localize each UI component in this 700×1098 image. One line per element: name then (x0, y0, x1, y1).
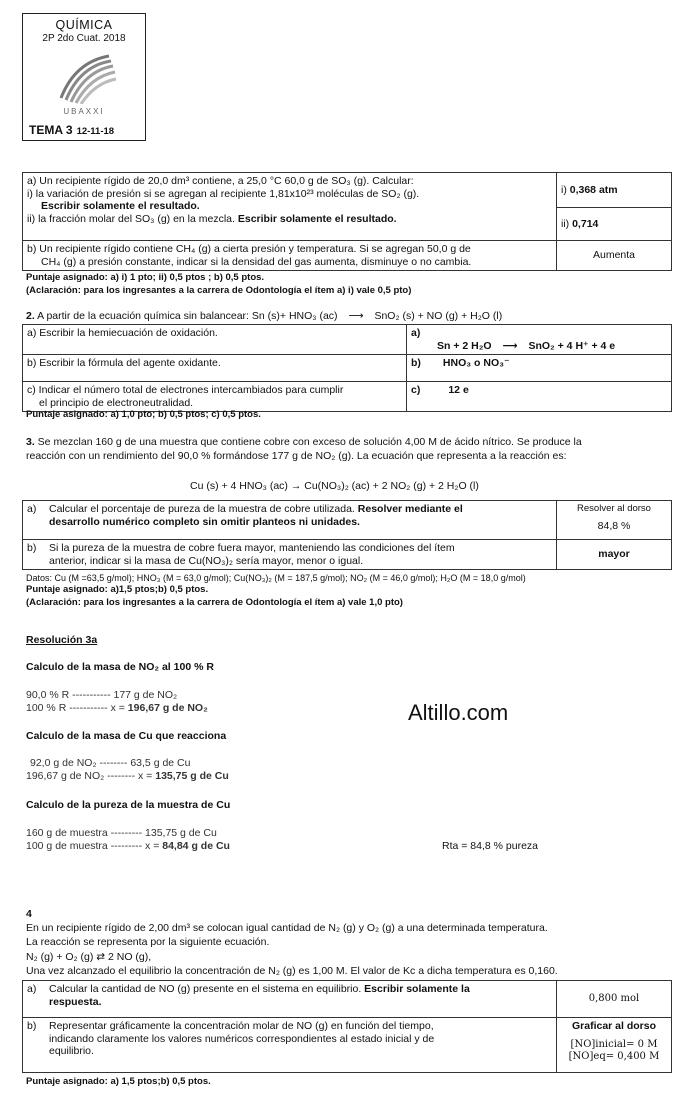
q3-b-answer: mayor (557, 540, 672, 570)
question-1-table (22, 172, 672, 271)
q1-answer-ii: ii) 0,714 (557, 208, 672, 241)
q4-equation: N₂ (g) + O₂ (g) ⇄ 2 NO (g), (26, 951, 152, 963)
q3-a-answer: Resolver al dorso 84,8 % (557, 501, 672, 540)
q4-b-answer: Graficar al dorso [NO]inicial= 0 M [NO]eq= 0,400 M (557, 1018, 672, 1073)
q3-b-question: b) Si la pureza de la muestra de cobre fuera mayor, manteniendo las condiciones del ítem anterior, indicar si la masa de Cu(NO₃)₂ sería mayor, menor o igual. (23, 540, 557, 570)
question-4-table (22, 980, 672, 1073)
resolution-title: Resolución 3a (26, 634, 98, 646)
q4-a-question: a) Calcular la cantidad de NO (g) presente en el sistema en equilibrio. Escribir solamente la respuesta. (23, 981, 557, 1018)
q4-a-answer: 0,800 mol (557, 981, 672, 1018)
q1-answer-b: Aumenta (557, 241, 672, 271)
resolution-line: 160 g de muestra --------- 135,75 g de Cu (26, 827, 217, 839)
q1-a-question (23, 173, 557, 241)
ubaxxi-logo-icon (53, 54, 117, 104)
q1-b-line: CH₄ (g) a presión constante, indicar si la densidad del gas aumenta, disminuye o no cambia. (41, 255, 472, 268)
q3-a-question: a) Calcular el porcentaje de pureza de la muestra de cobre utilizada. Resolver mediante el desarrollo numérico completo sin omitir planteos ni unidades. (23, 501, 557, 540)
q3-score: Puntaje asignado: a)1,5 ptos;b) 0,5 ptos. (26, 584, 209, 595)
q2-b-question: b) Escribir la fórmula del agente oxidante. (23, 355, 407, 382)
q1-b-question (23, 241, 557, 271)
logo-text: UBAXXI (63, 107, 105, 116)
q1-b-line: b) Un recipiente rígido contiene CH₄ (g) a cierta presión y temperatura. Si se agregan 50,0 g de (27, 243, 471, 255)
q1-score: Puntaje asignado: a) i) 1 pto; ii) 0,5 ptos ; b) 0,5 ptos. (26, 272, 265, 283)
tema-number: TEMA 3 (29, 123, 73, 137)
q3-note: (Aclaración: para los ingresantes a la carrera de Odontología el ítem a) vale 1,0 pto) (26, 597, 403, 608)
q4-b-question: b) Representar gráficamente la concentración molar de NO (g) en función del tiempo, indicando claramente los valores numéricos correspondientes al estado inicial y de equilibrio. (23, 1018, 557, 1073)
q2-c-answer: c) 12 e (407, 382, 672, 412)
q2-score: Puntaje asignado: a) 1,0 pto; b) 0,5 ptos; c) 0,5 ptos. (26, 409, 261, 420)
q3-equation: Cu (s) + 4 HNO₃ (ac) → Cu(NO₃)₂ (ac) + 2 NO₂ (g) + 2 H₂O (l) (190, 480, 479, 492)
tema-label (29, 123, 114, 137)
q2-intro: 2. A partir de la ecuación química sin balancear: Sn (s)+ HNO₃ (ac) ⟶ SnO₂ (s) + NO (g) + H₂O (l) (26, 310, 503, 322)
resolution-line: 100 % R ----------- x = 196,67 g de NO₂ (26, 702, 208, 714)
q2-c-question: c) Indicar el número total de electrones intercambiados para cumplir el principio de electroneutralidad. (23, 382, 407, 412)
resolution-answer: Rta = 84,8 % pureza (442, 840, 539, 852)
q1-answer-i: i) 0,368 atm (557, 173, 672, 208)
subject-title: QUÍMICA (55, 18, 113, 32)
arrow-icon: ⟶ (348, 310, 364, 322)
q3-intro-line1: 3. Se mezclan 160 g de una muestra que contiene cobre con exceso de solución 4,00 M de ácido nítrico. Se produce la (26, 436, 582, 448)
question-2-table (22, 324, 672, 412)
q1-a-line: a) Un recipiente rígido de 20,0 dm³ contiene, a 25,0 °C 60,0 g de SO₃ (g). Calcular: (27, 175, 414, 187)
resolution-line: 100 g de muestra --------- x = 84,84 g de Cu (26, 840, 230, 852)
term-label: 2P 2do Cuat. 2018 (42, 33, 126, 44)
q4-intro-line: En un recipiente rígido de 2,00 dm³ se colocan igual cantidad de N₂ (g) y O₂ (g) a una determinada temperatura. (26, 922, 548, 934)
q1-note: (Aclaración: para los ingresantes a la carrera de Odontología el ítem a) i) vale 0,5 pto) (26, 285, 412, 296)
watermark: Altillo.com (408, 700, 509, 725)
header-box (22, 13, 146, 141)
q4-intro-line: La reacción se representa por la siguiente ecuación. (26, 936, 270, 948)
q2-a-answer: a) Sn + 2 H₂O ⟶ SnO₂ + 4 H⁺ + 4 e (407, 325, 672, 355)
exam-date: 12-11-18 (76, 126, 115, 137)
q1-a-line: ii) la fracción molar del SO₃ (g) en la mezcla. Escribir solamente el resultado. (27, 212, 397, 225)
q4-intro-line: Una vez alcanzado el equilibrio la concentración de N₂ (g) es 1,00 M. El valor de Kc a dicha temperatura es 0,160. (26, 965, 558, 977)
q1-a-line: Escribir solamente el resultado. (41, 200, 200, 212)
q2-a-question: a) Escribir la hemiecuación de oxidación. (23, 325, 407, 355)
resolution-line: 92,0 g de NO₂ -------- 63,5 g de Cu (30, 757, 191, 769)
resolution-heading-2: Calculo de la masa de Cu que reacciona (26, 730, 227, 742)
resolution-line: 196,67 g de NO₂ -------- x = 135,75 g de Cu (26, 770, 229, 782)
q1-a-line: i) la variación de presión si se agregan al recipiente 1,81x10²³ moléculas de SO₂ (g). (27, 187, 420, 200)
q3-datos: Datos: Cu (M =63,5 g/mol); HNO₃ (M = 63,0 g/mol); Cu(NO₃)₂ (M = 187,5 g/mol); NO₂ (M = 46,0 g/mol); H₂O (M = 18,0 g/mol) (26, 573, 526, 583)
q4-number: 4 (26, 908, 32, 920)
resolution-heading-3: Calculo de la pureza de la muestra de Cu (26, 799, 231, 811)
resolution-heading-1: Calculo de la masa de NO₂ al 100 % R (26, 661, 214, 673)
arrow-icon: ⟶ (502, 339, 518, 352)
question-3-table (22, 500, 672, 570)
q3-intro-line2: reacción con un rendimiento del 90,0 % formándose 177 g de NO₂ (g). La ecuación que representa a la reacción es: (26, 450, 567, 462)
q4-score: Puntaje asignado: a) 1,5 ptos;b) 0,5 ptos. (26, 1076, 211, 1087)
resolution-line: 90,0 % R ----------- 177 g de NO₂ (26, 689, 178, 701)
q2-b-answer: b) HNO₃ o NO₃⁻ (407, 355, 672, 382)
